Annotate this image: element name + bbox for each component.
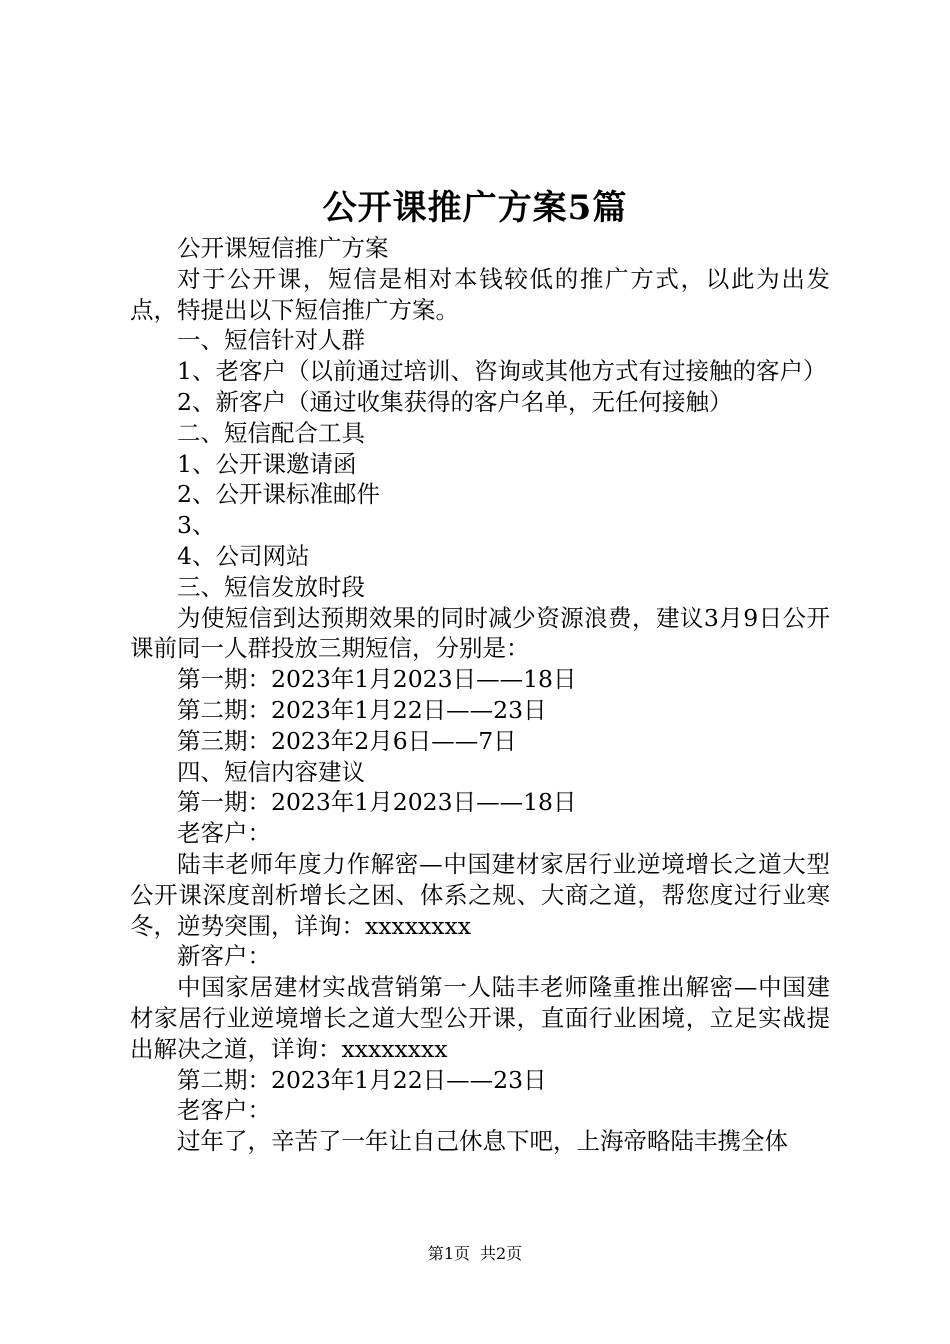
paragraph: 老客户： <box>177 1096 271 1125</box>
page-number-current: 第1页 <box>427 1244 470 1263</box>
document-title: 公开课推广方案5篇 <box>322 188 628 228</box>
paragraph: 中国家居建材实战营销第一人陆丰老师隆重推出解密—中国建材家居行业逆境增长之道大型公开课，直面行业困境，立足实战提出解决之道，详询：xxxxxxxx <box>130 973 830 1063</box>
paragraph: 一、短信针对人群 <box>177 326 365 355</box>
paragraph: 第一期：2023年1月2023日——18日 <box>177 788 577 817</box>
paragraph: 为使短信到达预期效果的同时减少资源浪费，建议3月9日公开课前同一人群投放三期短信，分别是： <box>130 603 830 663</box>
paragraph: 对于公开课，短信是相对本钱较低的推广方式，以此为出发点，特提出以下短信推广方案。 <box>130 264 830 324</box>
paragraph: 公开课短信推广方案 <box>177 234 389 262</box>
paragraph: 老客户： <box>177 819 271 848</box>
document-body <box>130 233 830 1157</box>
paragraph: 1、老客户（以前通过培训、咨询或其他方式有过接触的客户） <box>177 357 827 386</box>
page-footer <box>0 1243 950 1265</box>
paragraph: 陆丰老师年度力作解密—中国建材家居行业逆境增长之道大型公开课深度剖析增长之困、体系之规、大商之道，帮您度过行业寒冬，逆势突围，详询：xxxxxxxx <box>130 849 830 940</box>
paragraph: 三、短信发放时段 <box>177 572 365 601</box>
paragraph: 4、公司网站 <box>177 541 310 570</box>
paragraph: 2、公开课标准邮件 <box>177 480 380 509</box>
paragraph: 3、 <box>177 511 216 540</box>
paragraph: 第三期：2023年2月6日——7日 <box>177 726 517 755</box>
page-number-total: 共2页 <box>480 1244 523 1263</box>
paragraph: 1、公开课邀请函 <box>177 449 357 478</box>
paragraph: 第一期：2023年1月2023日——18日 <box>177 665 577 694</box>
paragraph: 四、短信内容建议 <box>177 757 365 786</box>
paragraph: 第二期：2023年1月22日——23日 <box>177 1065 547 1094</box>
paragraph: 过年了，辛苦了一年让自己休息下吧，上海帝略陆丰携全体 <box>177 1127 788 1156</box>
paragraph: 二、短信配合工具 <box>177 418 365 447</box>
paragraph: 第二期：2023年1月22日——23日 <box>177 695 547 724</box>
paragraph: 2、新客户（通过收集获得的客户名单，无任何接触） <box>177 387 733 416</box>
paragraph: 新客户： <box>177 942 271 971</box>
